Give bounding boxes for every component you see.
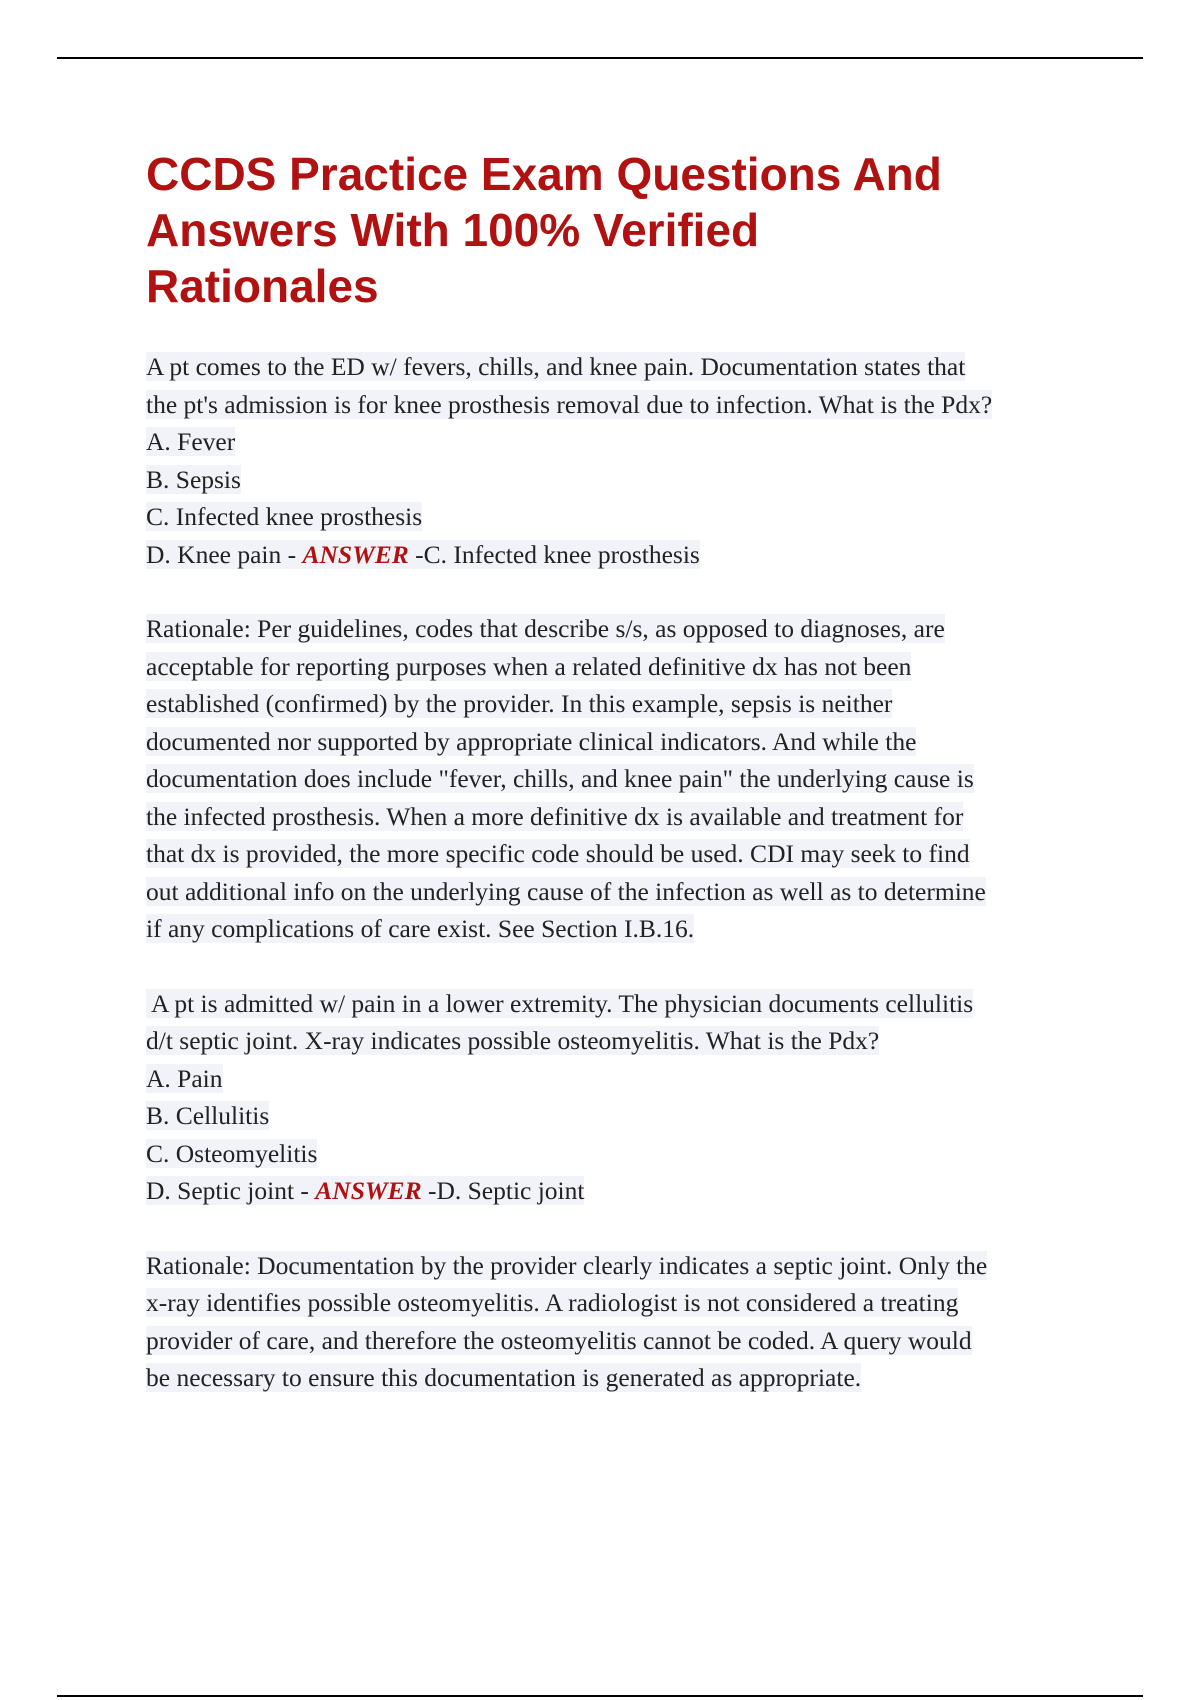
answer-option: A. Pain [146, 1063, 223, 1093]
answer-option: C. Osteomyelitis [146, 1138, 318, 1168]
document-title [146, 146, 1046, 314]
answer-label: ANSWER [302, 539, 409, 569]
answer-option-text: D. Knee pain - [146, 539, 303, 569]
answer-option: A. Fever [146, 427, 236, 456]
rationale-line: x-ray identifies possible osteomyelitis. A radiologist is not considered a treating [146, 1288, 959, 1317]
rationale-line: provider of care, and therefore the osteomyelitis cannot be coded. A query would [146, 1325, 972, 1355]
document-body [146, 348, 1096, 1434]
bottom-rule [57, 1695, 1143, 1697]
answer-option: B. Cellulitis [146, 1101, 270, 1130]
question-stem-line: A pt comes to the ED w/ fevers, chills, and knee pain. Documentation states that [146, 352, 966, 381]
answer-option: C. Infected knee prosthesis [146, 502, 423, 531]
title-line: CCDS Practice Exam Questions And [146, 148, 942, 200]
answer-option: B. Sepsis [146, 464, 241, 494]
answer-label: ANSWER [315, 1176, 422, 1205]
question-1 [146, 348, 1096, 573]
rationale-line: Rationale: Per guidelines, codes that describe s/s, as opposed to diagnoses, are [146, 614, 945, 643]
title-line: Answers With 100% Verified [146, 204, 760, 256]
question-stem-line: the pt's admission is for knee prosthesis removal due to infection. What is the Pdx? [146, 389, 993, 419]
rationale-line: established (confirmed) by the provider. In this example, sepsis is neither [146, 689, 893, 718]
question-stem-line: A pt is admitted w/ pain in a lower extremity. The physician documents cellulitis [146, 988, 974, 1018]
answer-option-with-answer [146, 1172, 1096, 1210]
rationale-line: be necessary to ensure this documentation is generated as appropriate. [146, 1363, 862, 1392]
answer-option-with-answer [146, 536, 1096, 574]
answer-text: -C. Infected knee prosthesis [408, 539, 700, 569]
rationale-2 [146, 1247, 1096, 1397]
rationale-1 [146, 610, 1096, 948]
rationale-line: if any complications of care exist. See Section I.B.16. [146, 914, 695, 943]
rationale-line: out additional info on the underlying cause of the infection as well as to determine [146, 876, 986, 906]
rationale-line: documented nor supported by appropriate clinical indicators. And while the [146, 726, 917, 756]
rationale-line: that dx is provided, the more specific code should be used. CDI may seek to find [146, 839, 970, 868]
title-line: Rationales [146, 260, 379, 312]
answer-option-text: D. Septic joint - [146, 1176, 316, 1205]
question-2 [146, 985, 1096, 1210]
rationale-line: documentation does include "fever, chills, and knee pain" the underlying cause is [146, 764, 974, 793]
rationale-line: the infected prosthesis. When a more definitive dx is available and treatment for [146, 801, 964, 831]
answer-text: -D. Septic joint [421, 1176, 585, 1205]
rationale-line: acceptable for reporting purposes when a related definitive dx has not been [146, 651, 912, 681]
rationale-line: Rationale: Documentation by the provider clearly indicates a septic joint. Only the [146, 1250, 988, 1280]
top-rule [57, 57, 1143, 59]
question-stem-line: d/t septic joint. X-ray indicates possible osteomyelitis. What is the Pdx? [146, 1026, 880, 1055]
